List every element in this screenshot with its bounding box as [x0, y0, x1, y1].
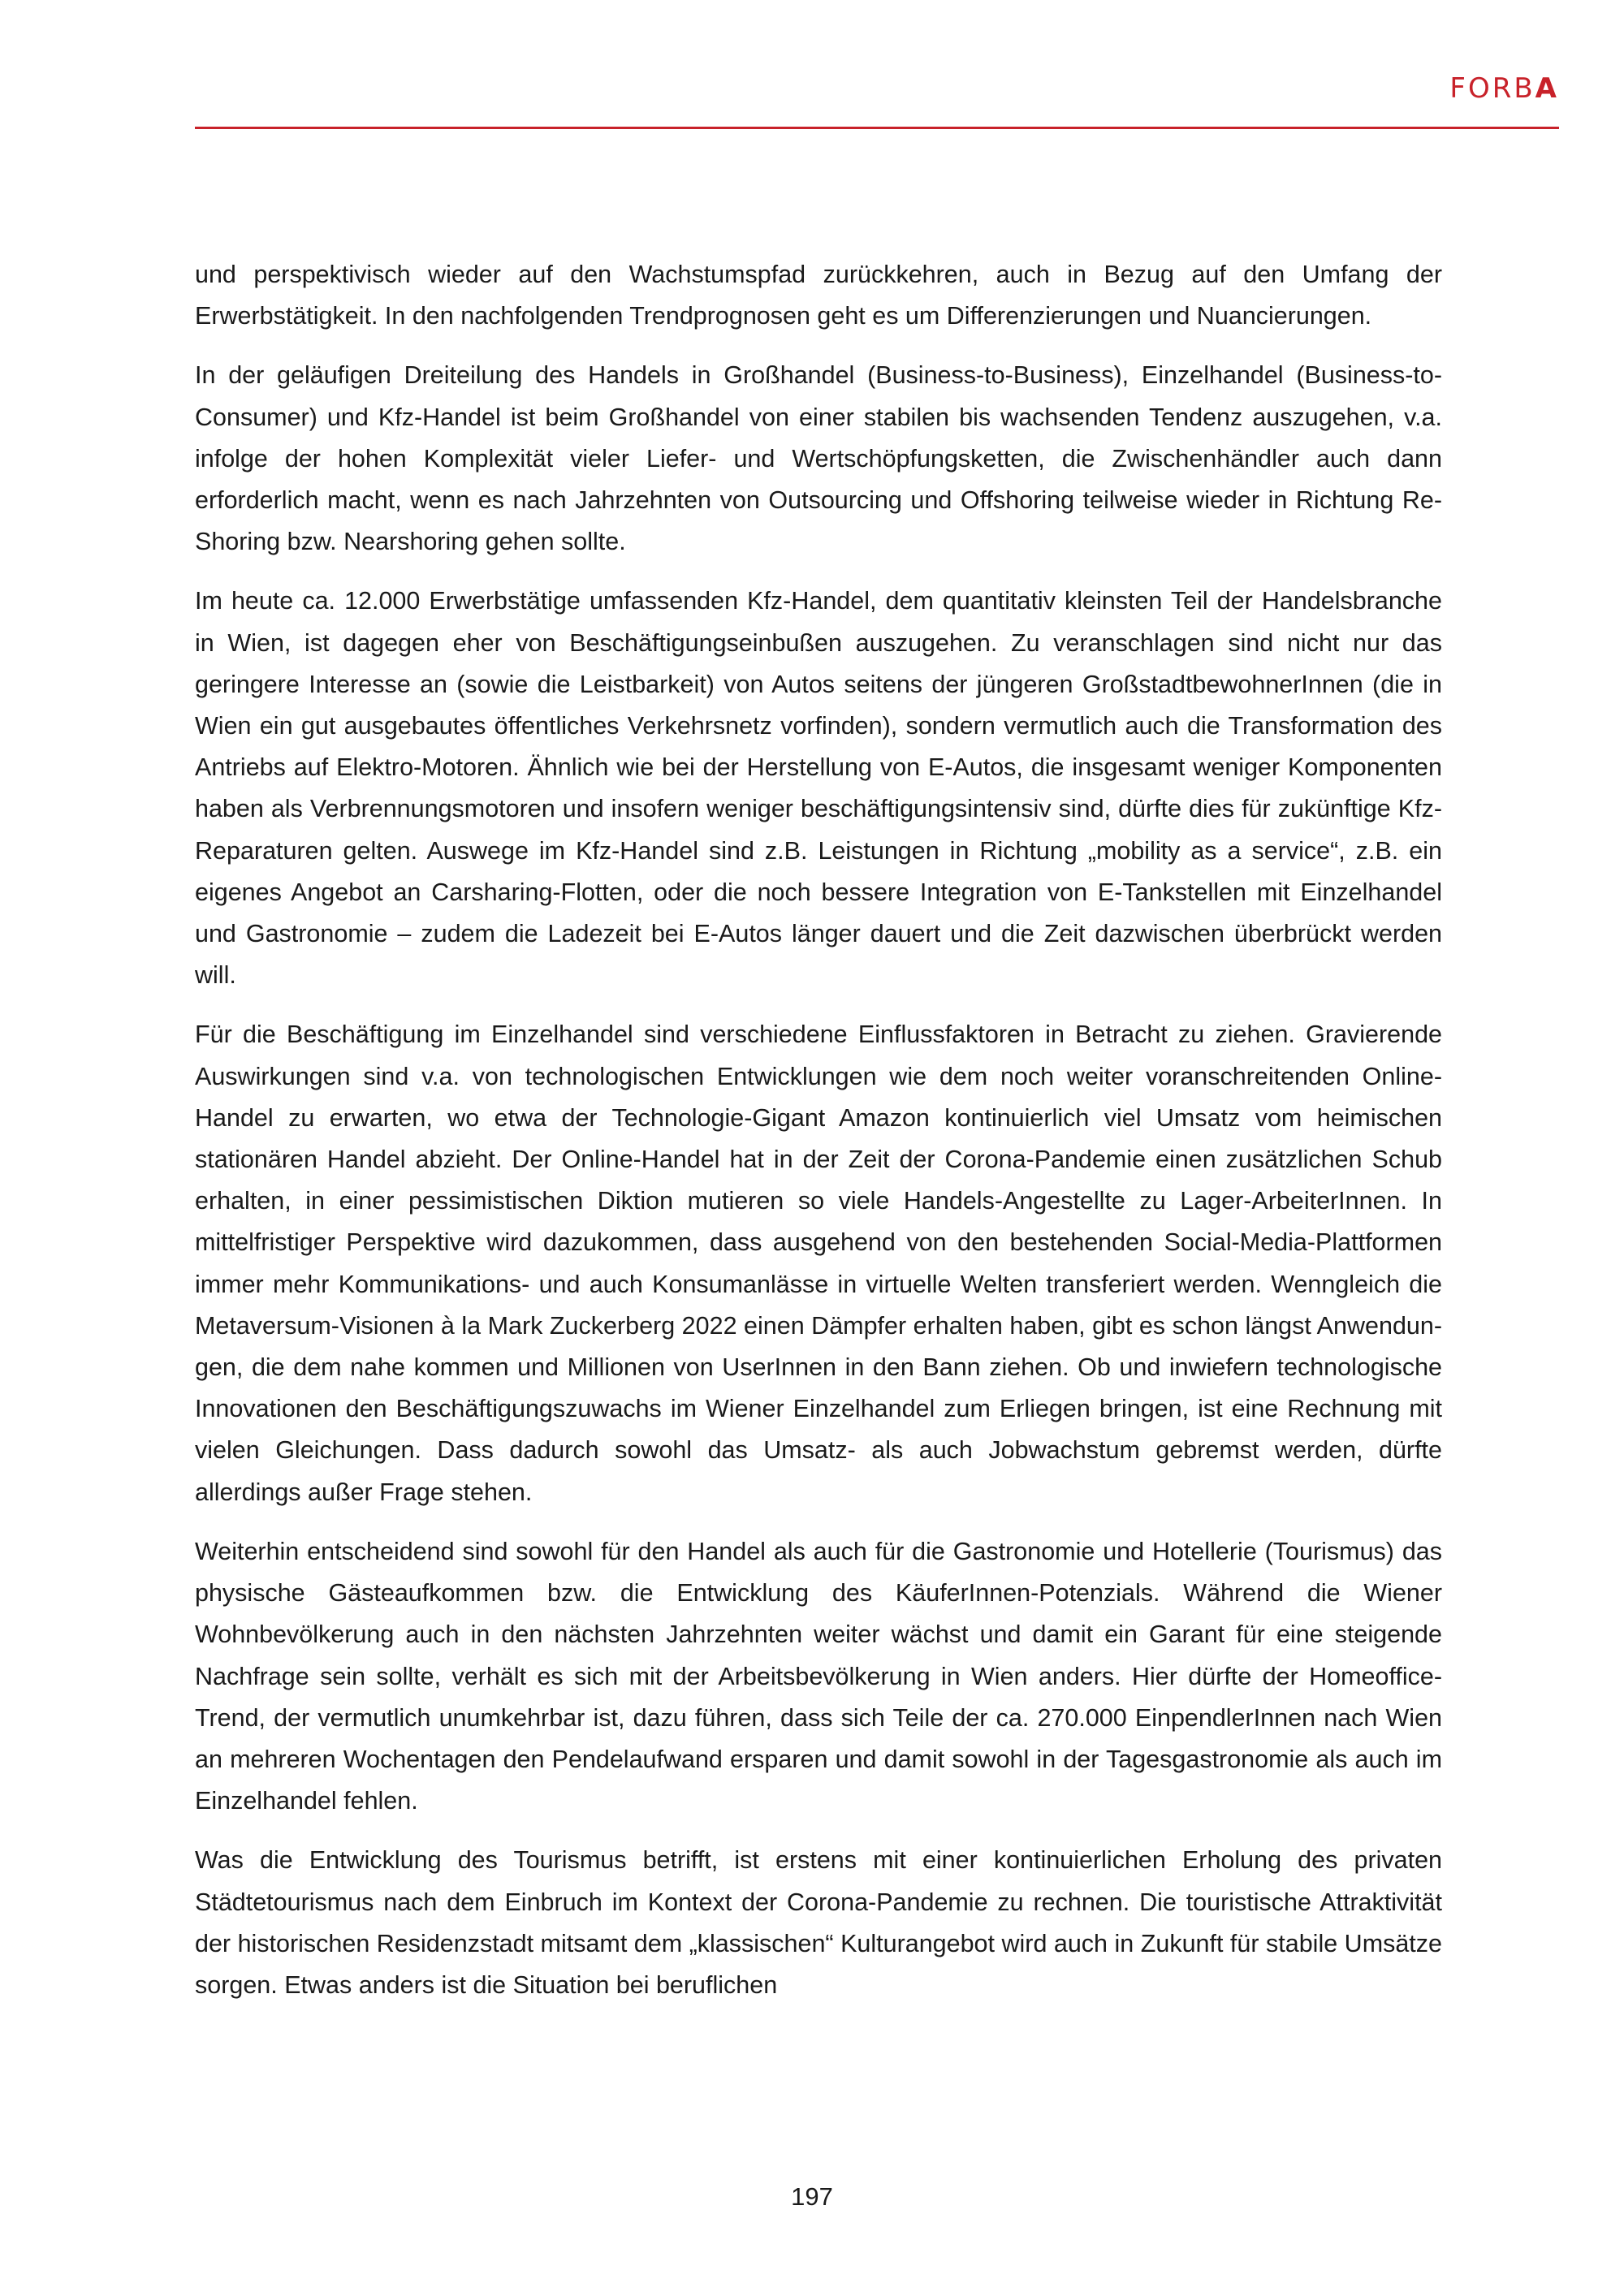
paragraph-3: Im heute ca. 12.000 Erwerbstätige umfassenden Kfz-Handel, dem quantitativ kleinsten Teil der Handelsbranche in Wien, ist dagegen eher von Beschäftigungseinbußen auszugehen. Zu veranschlagen sind nicht nur das geringere Interesse an (sowie die Leistbarkeit) von Autos seitens der jüngeren GroßstadtbewohnerInnen (die in Wien ein gut ausgebautes öffentliches Verkehrsnetz vorfinden), sondern vermutlich auch die Transformation des Antriebs auf Elektro-Motoren. Ähnlich wie bei der Herstellung von E-Autos, die insgesamt weniger Komponenten haben als Verbrennungsmotoren und insofern weniger beschäftigungsintensiv sind, dürfte dies für zukünftige Kfz-Reparaturen gelten. Auswege im Kfz-Handel sind z.B. Leistungen in Richtung „mobility as a service“, z.B. ein eigenes Angebot an Carsharing-Flotten, oder die noch bessere Integration von E-Tankstellen mit Einzelhandel und Gastronomie – zudem die Ladezeit bei E-Autos länger dauert und die Zeit dazwischen überbrückt werden will.	[195, 587, 1442, 990]
paragraph-6: Was die Entwicklung des Tourismus betrifft, ist erstens mit einer kontinuierlichen Erholung des privaten Städtetourismus nach dem Einbruch im Kontext der Corona-Pandemie zu rechnen. Die touristische Attraktivität der historischen Residenzstadt mitsamt dem „klassischen“ Kulturangebot wird auch in Zukunft für stabile Umsätze sorgen. Etwas anders ist die Situation bei beruflichen	[195, 1846, 1442, 1999]
paragraph-1: und perspektivisch wieder auf den Wachstumspfad zurückkehren, auch in Bezug auf den Umfang der Erwerbstätigkeit. In den nachfolgenden Trendprognosen geht es um Differenzierungen und Nuancierungen.	[195, 261, 1442, 330]
paragraph-5: Weiterhin entscheidend sind sowohl für den Handel als auch für die Gastronomie und Hotellerie (Tourismus) das physische Gästeaufkommen bzw. die Entwicklung des KäuferInnen-Potenzials. Während die Wiener Wohnbevölkerung auch in den nächsten Jahrzehnten weiter wächst und damit ein Garant für eine steigende Nachfrage sein sollte, verhält es sich mit der Arbeitsbevölkerung in Wien anders. Hier dürfte der Homeoffice-Trend, der vermutlich unumkehrbar ist, dazu führen, dass sich Teile der ca. 270.000 EinpendlerInnen nach Wien an mehreren Wochentagen den Pendelaufwand ersparen und damit sowohl in der Tagesgastronomie als auch im Einzelhandel fehlen.	[195, 1537, 1442, 1815]
logo-text-regular: FORB	[1449, 72, 1535, 105]
body-text	[195, 254, 1442, 2024]
page-header	[195, 57, 1559, 130]
page-number: 197	[791, 2182, 833, 2211]
paragraph-4: Für die Beschäftigung im Einzelhandel sind verschiedene Einflussfaktoren in Betracht zu ziehen. Gravierende Auswirkungen sind v.a. von technologischen Entwicklungen wie dem noch weiter voranschreitenden Online-Handel zu erwarten, wo etwa der Technologie-Gigant Amazon kontinuierlich viel Umsatz vom heimischen stationären Handel abzieht. Der Online-Handel hat in der Zeit der Corona-Pandemie einen zusätzlichen Schub erhalten, in einer pessimistischen Diktion mutieren so viele Handels-Angestellte zu Lager-ArbeiterInnen. In mittelfristiger Perspektive wird dazukommen, dass ausgehend von den bestehenden Social-Media-Plattformen immer mehr Kommunikations- und auch Konsumanlässe in virtuelle Welten transferiert werden. Wenngleich die Metaversum-Visionen à la Mark Zuckerberg 2022 einen Dämpfer erhalten haben, gibt es schon längst Anwendungen, die dem nahe kommen und Millionen von UserInnen in den Bann ziehen. Ob und inwiefern technologische Innovationen den Beschäftigungszuwachs im Wiener Einzelhandel zum Erliegen bringen, ist eine Rechnung mit vielen Gleichungen. Dass dadurch sowohl das Umsatz- als auch Jobwachstum gebremst werden, dürfte allerdings außer Frage stehen.	[195, 1021, 1442, 1506]
paragraph-2: In der geläufigen Dreiteilung des Handels in Großhandel (Business-to-Business), Einzelhandel (Business-to-Consumer) und Kfz-Handel ist beim Großhandel von einer stabilen bis wachsenden Tendenz auszugehen, v.a. infolge der hohen Komplexität vieler Liefer- und Wertschöpfungsketten, die Zwischenhändler auch dann erforderlich macht, wenn es nach Jahrzehnten von Outsourcing und Offshoring teilweise wieder in Richtung Re-Shoring bzw. Nearshoring gehen sollte.	[195, 361, 1442, 556]
header-divider	[195, 127, 1559, 129]
forba-logo	[1449, 72, 1559, 105]
logo-text-bold: A	[1535, 72, 1559, 105]
